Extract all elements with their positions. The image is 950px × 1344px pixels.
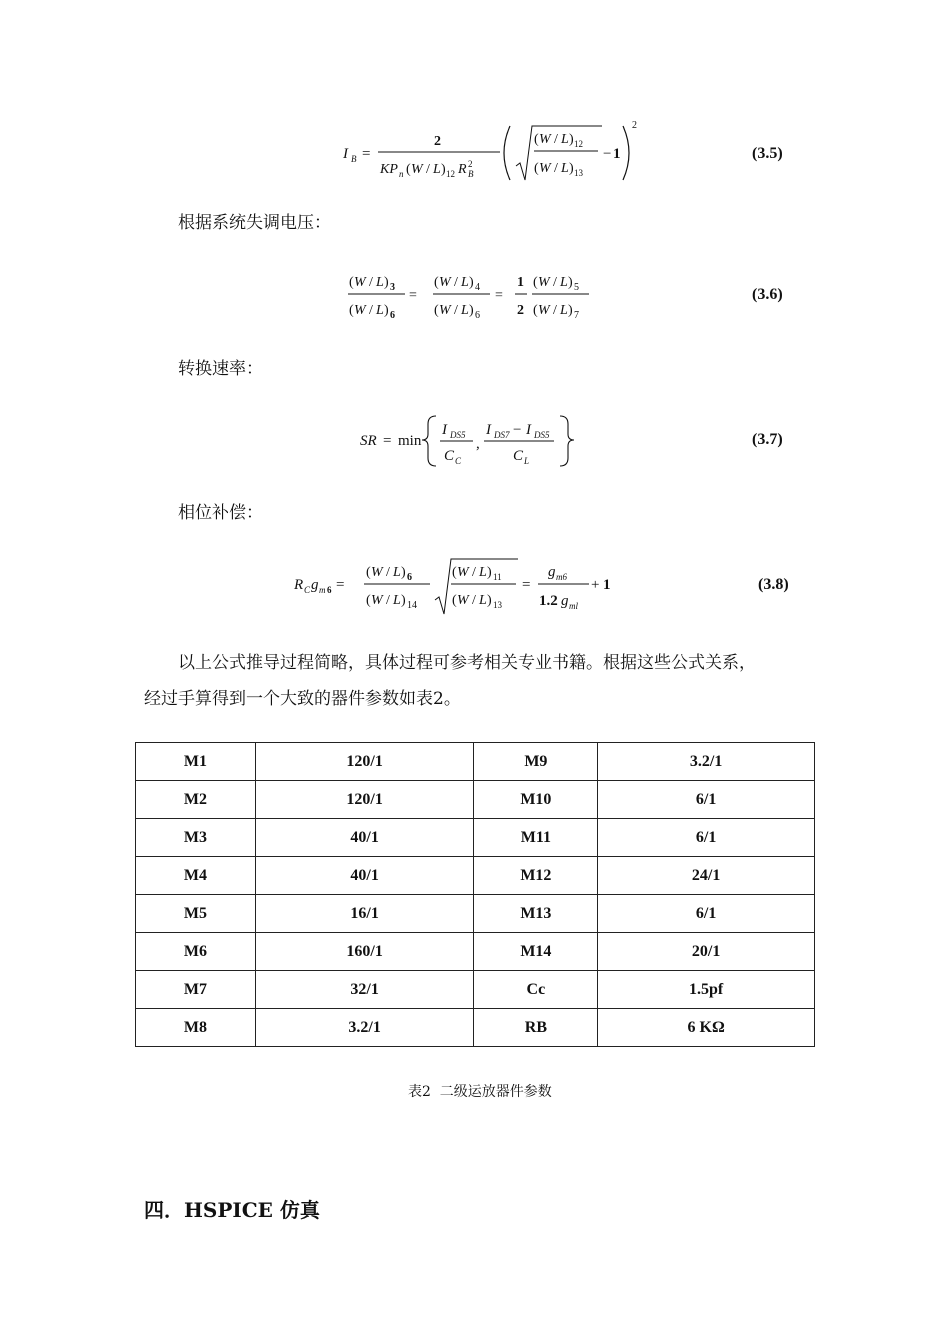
svg-text:2: 2 (434, 134, 441, 149)
svg-text:−: − (603, 146, 612, 162)
svg-text:6: 6 (407, 572, 412, 583)
svg-text:3: 3 (390, 282, 395, 293)
table-cell: 1.5pf (598, 971, 815, 1009)
svg-text:/: / (386, 593, 390, 608)
svg-text:(: ( (452, 593, 457, 608)
svg-text:W: W (539, 132, 551, 147)
svg-text:L: L (561, 132, 569, 147)
svg-text:1.2: 1.2 (539, 593, 558, 609)
svg-text:12: 12 (446, 169, 455, 179)
table-cell: M2 (136, 781, 256, 819)
table-cell: 6/1 (598, 895, 815, 933)
svg-text:g: g (311, 577, 319, 593)
svg-text:R: R (294, 577, 304, 593)
svg-text:L: L (479, 593, 487, 608)
svg-text:/: / (553, 303, 557, 318)
svg-text:1: 1 (613, 146, 621, 162)
svg-text:11: 11 (493, 572, 502, 582)
svg-text:): ) (469, 303, 474, 318)
table-cell: M12 (474, 857, 598, 895)
label-phase-compensation: 相位补偿： (178, 503, 263, 523)
svg-text:L: L (433, 162, 441, 177)
equation-number-3-8: (3.8) (758, 576, 789, 593)
svg-text:/: / (553, 275, 557, 290)
svg-text:=: = (336, 577, 345, 593)
table-cell: 120/1 (255, 743, 474, 781)
svg-text:(: ( (534, 161, 539, 176)
svg-text:L: L (561, 161, 569, 176)
svg-text:): ) (569, 132, 574, 147)
svg-text:): ) (441, 162, 446, 177)
svg-text:12: 12 (574, 139, 583, 149)
equation-3-8-formula (292, 556, 622, 616)
equation-number-3-6: (3.6) (752, 286, 783, 303)
svg-text:DS5: DS5 (534, 430, 550, 440)
table-cell: M4 (136, 857, 256, 895)
svg-text:L: L (393, 593, 401, 608)
table-row (136, 743, 815, 781)
svg-text:L: L (560, 303, 568, 318)
svg-text:C: C (513, 448, 524, 464)
svg-text:): ) (568, 275, 573, 290)
svg-text:/: / (369, 275, 373, 290)
table-cell: M9 (474, 743, 598, 781)
table-caption: 表2 二级运放器件参数 (408, 1084, 552, 1100)
equation-3-7 (358, 410, 588, 470)
svg-text:W: W (371, 565, 383, 580)
svg-text:(: ( (434, 275, 439, 290)
svg-text:W: W (354, 275, 366, 290)
svg-text:n: n (399, 169, 404, 179)
svg-text:4: 4 (475, 282, 480, 293)
svg-text:C: C (304, 585, 311, 595)
svg-text:(: ( (533, 275, 538, 290)
table-cell: 160/1 (255, 933, 474, 971)
svg-text:(: ( (349, 303, 354, 318)
svg-text:1: 1 (517, 275, 524, 290)
svg-text:min: min (398, 433, 422, 449)
svg-text:): ) (487, 593, 492, 608)
table-cell: M11 (474, 819, 598, 857)
svg-text:1: 1 (603, 577, 611, 593)
svg-text:=: = (383, 433, 392, 449)
svg-text:/: / (554, 132, 558, 147)
svg-text:W: W (411, 162, 423, 177)
svg-text:+: + (591, 577, 600, 593)
table-cell: 6 KΩ (598, 1009, 815, 1047)
table-row (136, 857, 815, 895)
svg-text:/: / (554, 161, 558, 176)
equation-number-3-7: (3.7) (752, 431, 783, 448)
svg-text:(: ( (366, 565, 371, 580)
label-offset-voltage: 根据系统失调电压： (178, 213, 331, 233)
svg-text:L: L (524, 456, 530, 466)
svg-text:W: W (539, 161, 551, 176)
table-cell: 16/1 (255, 895, 474, 933)
svg-text:g: g (561, 593, 569, 609)
svg-text:(: ( (366, 593, 371, 608)
svg-text:): ) (401, 565, 406, 580)
equation-3-6 (345, 266, 605, 322)
svg-text:13: 13 (574, 168, 583, 178)
table-cell: 3.2/1 (255, 1009, 474, 1047)
paragraph-line-1: 以上公式推导过程简略，具体过程可参考相关专业书籍。根据这些公式关系， (178, 653, 756, 673)
table-row (136, 971, 815, 1009)
svg-text:6: 6 (390, 310, 395, 321)
svg-text:B: B (468, 169, 474, 179)
equation-3-5-formula (340, 118, 650, 188)
svg-text:W: W (354, 303, 366, 318)
svg-text:C: C (455, 456, 462, 466)
equation-3-7-formula (358, 410, 588, 470)
svg-text:6: 6 (327, 585, 332, 595)
svg-text:DS5: DS5 (450, 430, 466, 440)
svg-text:B: B (351, 154, 357, 164)
svg-text:(: ( (533, 303, 538, 318)
svg-text:SR: SR (360, 433, 377, 449)
svg-text:/: / (454, 275, 458, 290)
svg-text:g: g (548, 564, 556, 580)
svg-text:L: L (393, 565, 401, 580)
svg-text:I: I (486, 422, 491, 438)
svg-text:6: 6 (475, 310, 480, 321)
table-cell: M7 (136, 971, 256, 1009)
svg-text:(: ( (406, 162, 411, 177)
svg-text:(: ( (349, 275, 354, 290)
svg-text:W: W (538, 303, 550, 318)
svg-text:L: L (376, 303, 384, 318)
svg-text:): ) (568, 303, 573, 318)
svg-text:W: W (371, 593, 383, 608)
svg-text:L: L (560, 275, 568, 290)
svg-text:(: ( (452, 565, 457, 580)
svg-text:=: = (522, 577, 531, 593)
table-row (136, 895, 815, 933)
svg-text:C: C (444, 448, 455, 464)
svg-text:): ) (384, 303, 389, 318)
table-cell: M1 (136, 743, 256, 781)
svg-text:/: / (454, 303, 458, 318)
svg-text:−: − (513, 422, 522, 438)
svg-text:W: W (457, 565, 469, 580)
table-cell: 40/1 (255, 819, 474, 857)
svg-text:m: m (319, 585, 326, 595)
svg-text:,: , (476, 436, 480, 452)
equation-3-6-formula (345, 266, 605, 322)
svg-text:R: R (458, 162, 467, 177)
section-heading: 四．HSPICE 仿真 (144, 1198, 320, 1222)
svg-text:ml: ml (569, 601, 578, 611)
svg-text:KP: KP (380, 162, 398, 177)
svg-text:=: = (495, 288, 503, 303)
table-cell: M8 (136, 1009, 256, 1047)
device-parameter-table (135, 742, 815, 1047)
svg-text:): ) (569, 161, 574, 176)
table-cell: 3.2/1 (598, 743, 815, 781)
table-cell: 6/1 (598, 819, 815, 857)
svg-text:/: / (386, 565, 390, 580)
svg-text:/: / (472, 593, 476, 608)
svg-text:m6: m6 (556, 572, 567, 582)
table-row (136, 1009, 815, 1047)
svg-text:2: 2 (517, 303, 524, 318)
table-cell: RB (474, 1009, 598, 1047)
svg-text:L: L (461, 275, 469, 290)
svg-text:W: W (538, 275, 550, 290)
table-cell: Cc (474, 971, 598, 1009)
label-slew-rate: 转换速率： (178, 359, 263, 379)
svg-text:W: W (439, 303, 451, 318)
table-cell: 32/1 (255, 971, 474, 1009)
equation-number-3-5: (3.5) (752, 145, 783, 162)
svg-text:I: I (343, 146, 348, 162)
table-cell: M14 (474, 933, 598, 971)
svg-text:): ) (469, 275, 474, 290)
svg-text:): ) (487, 565, 492, 580)
svg-text:/: / (426, 162, 430, 177)
svg-text:L: L (376, 275, 384, 290)
svg-text:/: / (369, 303, 373, 318)
svg-text:W: W (457, 593, 469, 608)
svg-text:I: I (442, 422, 447, 438)
table-cell: 6/1 (598, 781, 815, 819)
svg-text:(: ( (434, 303, 439, 318)
svg-text:14: 14 (407, 600, 417, 611)
table-row (136, 933, 815, 971)
svg-text:): ) (401, 593, 406, 608)
svg-text:I: I (526, 422, 531, 438)
table-cell: 40/1 (255, 857, 474, 895)
equation-3-5 (340, 118, 650, 188)
table-cell: 24/1 (598, 857, 815, 895)
svg-text:=: = (362, 146, 371, 162)
svg-text:L: L (479, 565, 487, 580)
table-cell: M5 (136, 895, 256, 933)
svg-text:DS7: DS7 (494, 430, 510, 440)
svg-text:2: 2 (632, 120, 637, 131)
table-cell: M3 (136, 819, 256, 857)
svg-text:/: / (472, 565, 476, 580)
table-cell: M13 (474, 895, 598, 933)
table-cell: 20/1 (598, 933, 815, 971)
svg-text:2: 2 (468, 159, 473, 169)
table-cell: M10 (474, 781, 598, 819)
svg-text:L: L (461, 303, 469, 318)
paragraph-line-2: 经过手算得到一个大致的器件参数如表2。 (144, 689, 461, 709)
svg-text:W: W (439, 275, 451, 290)
table-row (136, 781, 815, 819)
svg-text:7: 7 (574, 310, 579, 321)
svg-text:=: = (409, 288, 417, 303)
table-row (136, 819, 815, 857)
svg-text:5: 5 (574, 282, 579, 293)
table-cell: 120/1 (255, 781, 474, 819)
table-cell: M6 (136, 933, 256, 971)
svg-text:13: 13 (493, 600, 502, 610)
svg-text:): ) (384, 275, 389, 290)
svg-text:(: ( (534, 132, 539, 147)
equation-3-8 (292, 556, 622, 616)
